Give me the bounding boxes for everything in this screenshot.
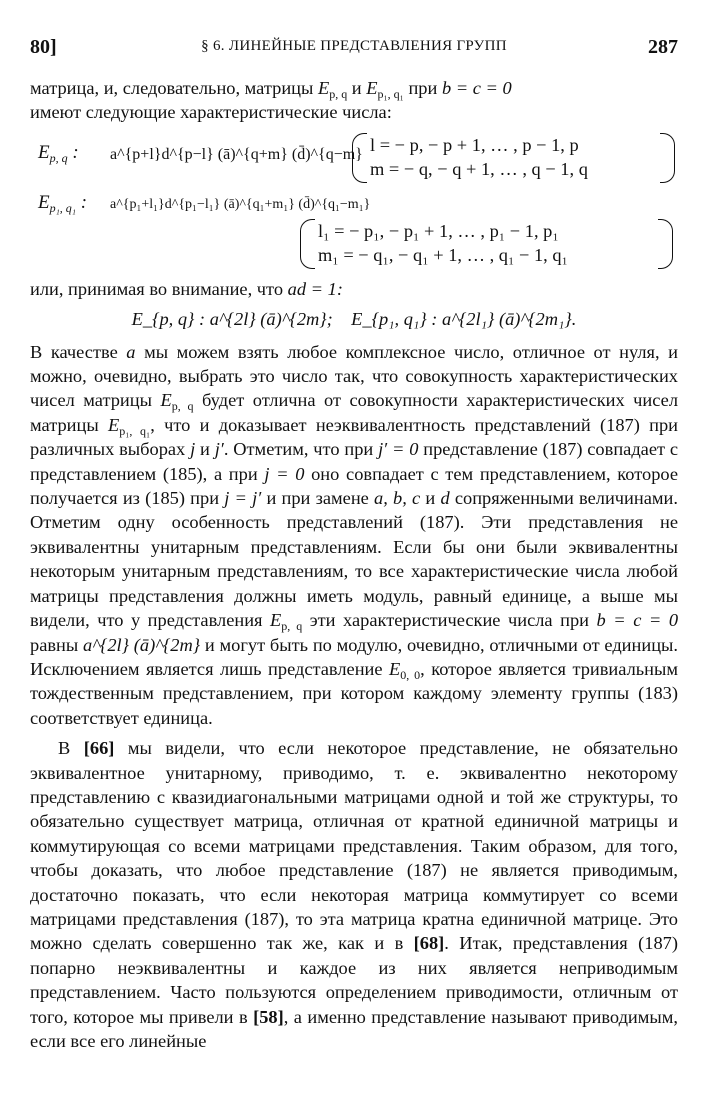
eq3-left: E_{p, q} : a^{2l} (ā)^{2m}; <box>131 309 333 330</box>
intro-text-3: при <box>403 78 442 98</box>
eq3-right: E_{p₁, q₁} : a^{2l₁} (ā)^{2m₁}. <box>351 309 577 330</box>
subscript: p₁, q₁ <box>377 87 404 101</box>
subscript: p, q <box>329 87 348 101</box>
eq1-range-m: m = − q, − q + 1, … , q − 1, q <box>370 158 588 179</box>
eq1-label: $E_{p, q}$ : <box>38 141 79 165</box>
section-number: 80] <box>30 36 57 58</box>
page-number: 287 <box>648 36 678 58</box>
transition-line: или, принимая во внимание, что ad = 1: <box>30 278 343 299</box>
eq1-left-paren <box>352 133 367 183</box>
eq2-right-paren <box>658 219 673 269</box>
reference-link[interactable]: [58] <box>253 1006 284 1027</box>
math-inline: b = c = 0 <box>441 78 512 98</box>
paragraph-2: В [66] мы видели, что если некоторое представление, не обязательно эквивалентное унитарному, приводимо, т. е. эквивалентно некоторому представлению с квазидиагональными матрицами одной и той же структуры, то обязательно существует матрица, отличная от кратной единичной матрицы и коммутирующая со всеми матрицами представления. Таким образом, для того, чтобы доказать, что любое представление (187) не является приводимым, достаточно показать, что если некоторая матрица коммутирует со всеми матрицами представления (187), то эта матрица кратна единичной матрице. Это можно сделать совершенно так же, как и в [68]. Итак, представления (187) попарно неэквивалентны и каждое из них является неприводимым представлением. Часто пользуются определением приводимости, отличным от того, которое мы привели в [58], а именно представление называют приводимым, если все его линейные <box>30 738 679 1051</box>
eq1-range-l: l = − p, − p + 1, … , p − 1, p <box>370 134 579 155</box>
intro-text-5: имеют следующие характеристические числа: <box>30 102 392 123</box>
reference-link[interactable]: [68] <box>413 933 445 954</box>
eq1-expression: a^{p+l}d^{p−l} (ā)^{q+m} (d̄)^{q−m} <box>110 145 363 163</box>
math-inline: ad = 1: <box>287 278 343 299</box>
characteristic-numbers-equations <box>30 133 678 273</box>
eq1-right-paren <box>660 133 675 183</box>
symbol-E: E <box>366 78 378 98</box>
running-head <box>30 36 678 60</box>
chapter-title: § 6. ЛИНЕЙНЫЕ ПРЕДСТАВЛЕНИЯ ГРУПП <box>201 38 507 54</box>
intro-text-1: матрица, и, следовательно, матрицы <box>30 78 318 98</box>
reduced-characteristic-equation <box>30 307 678 331</box>
eq2-left-paren <box>300 219 315 269</box>
intro-text-2: и <box>347 78 367 98</box>
eq2-label: $E_{p_1, q_1}$ : <box>38 191 88 215</box>
paragraph-1: В качестве a мы можем взять любое комплексное число, отличное от нуля, и можно, очевидно, выбрать это число так, что совокупность характеристических чисел матрицы $E_{p, q}$ будет отлична от совокупности характеристических чисел матрицы $E_{p_1, q_1}$, что и доказывает неэквивалентность представлений (187) при различных выборах j и j′. Отметим, что при j′ = 0 представление (187) совпадает с представлением (185), а при j = 0 оно совпадает с тем представлением, которое получается из (185) при j = j′ и при замене a, b, c и d сопряженными величинами. Отметим одну особенность представлений (187). Эти представления не эквивалентны унитарным представлениям. Если бы они были эквивалентны некоторым унитарным представлениям, то все характеристические числа любой матрицы представления должны иметь модуль, равный единице, а выше мы видели, что у представления $E_{p, q}$ эти характеристические числа при b = c = 0 равны a^{2l} (ā)^{2m} и могут быть по модулю, очевидно, отличными от единицы. Исключением является лишь представление $E_{0, 0}$, которое является тривиальным тождественным представлением, при котором каждому элементу группы (183) соответствует единица. <box>30 341 679 728</box>
eq2-range-l1: l₁ = − p₁, − p₁ + 1, … , p₁ − 1, p₁ <box>318 220 559 241</box>
reference-link[interactable]: [66] <box>83 738 115 759</box>
page-body <box>30 76 678 1053</box>
eq2-range-m1: m₁ = − q₁, − q₁ + 1, … , q₁ − 1, q₁ <box>318 244 568 265</box>
symbol-E: E <box>317 78 330 98</box>
eq2-expression: a^{p₁+l₁}d^{p₁−l₁} (ā)^{q₁+m₁} (d̄)^{q₁−m₁} <box>110 196 371 212</box>
intro-paragraph <box>30 76 678 125</box>
